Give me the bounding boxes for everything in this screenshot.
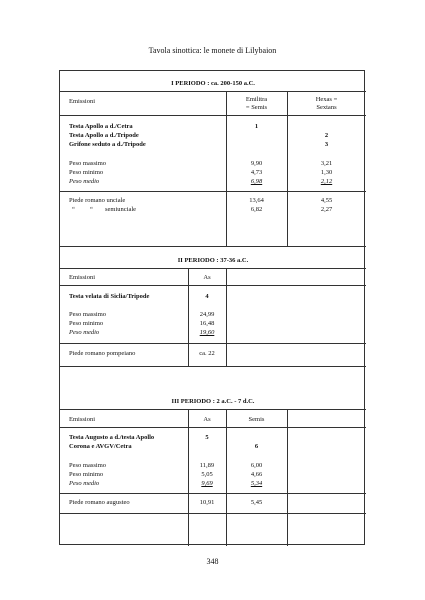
- peso-massimo-value: 6,00: [250, 462, 263, 469]
- peso-minimo-value: 4,73: [250, 169, 263, 176]
- ditto-mark: “: [72, 206, 75, 213]
- peso-massimo-label: Peso massimo: [69, 462, 107, 469]
- peso-minimo-label: Peso minimo: [69, 169, 104, 176]
- piede-value: 5,45: [250, 499, 263, 506]
- peso-massimo-value: 24,99: [199, 311, 215, 318]
- synoptic-table: [59, 70, 365, 545]
- piede-value: 2,27: [320, 206, 333, 213]
- column-divider: [287, 409, 288, 546]
- peso-medio-value: 6,98: [250, 178, 263, 185]
- peso-medio-value: 2,12: [320, 178, 333, 185]
- piede-label: Piede romano pompeiano: [69, 350, 136, 357]
- emission-label: Corona e AVGV/Cetra: [69, 443, 132, 450]
- divider: [60, 366, 366, 367]
- peso-minimo-label: Peso minimo: [69, 471, 104, 478]
- divider: [60, 513, 366, 514]
- period1-header: I PERIODO : ca. 200-150 a.C.: [171, 80, 255, 87]
- peso-medio-value: 9,69: [201, 480, 213, 487]
- divider: [60, 246, 366, 247]
- piede-value: 13,64: [249, 197, 264, 204]
- ditto-mark: “: [90, 206, 93, 213]
- divider: [60, 115, 366, 116]
- page-title: Tavola sinottica: le monete di Lilybaion: [148, 46, 277, 55]
- column-header-as: As: [203, 274, 211, 281]
- emission-label: Testa velata di Siclia/Tripode: [69, 293, 150, 300]
- peso-medio-value: 19,60: [199, 329, 215, 336]
- peso-massimo-label: Peso massimo: [69, 160, 107, 167]
- emission-label: Grifone seduto a d./Tripode: [69, 141, 146, 148]
- peso-minimo-value: 16,48: [199, 320, 215, 327]
- piede-value: 10,91: [199, 499, 215, 506]
- emission-label: Testa Apollo a d./Tripode: [69, 132, 139, 139]
- period3-header: III PERIODO : 2 a.C. - 7 d.C.: [171, 398, 255, 405]
- piede-value: 4,55: [320, 197, 333, 204]
- peso-massimo-value: 9,90: [250, 160, 263, 167]
- peso-minimo-label: Peso minimo: [69, 320, 104, 327]
- divider: [60, 285, 366, 286]
- peso-massimo-value: 11,89: [199, 462, 215, 469]
- column-header-semis: Semis: [248, 416, 265, 423]
- divider: [60, 427, 366, 428]
- piede-value: 6,82: [250, 206, 263, 213]
- divider: [60, 191, 366, 192]
- piede-value: ca. 22: [199, 350, 215, 357]
- peso-minimo-value: 5,05: [201, 471, 213, 478]
- piede-label: semiunciale: [105, 206, 137, 213]
- column-divider: [226, 268, 227, 366]
- emission-number: 6: [254, 443, 259, 450]
- peso-medio-value: 5,34: [250, 480, 263, 487]
- column-header-emilitra: Emilitra: [245, 96, 268, 103]
- column-header-emissioni: Emissioni: [69, 98, 96, 105]
- peso-massimo-label: Peso massimo: [69, 311, 107, 318]
- column-header-emissioni: Emissioni: [69, 416, 96, 423]
- emission-number: 4: [205, 293, 209, 300]
- emission-number: 2: [324, 132, 329, 139]
- peso-medio-label: Peso medio: [69, 480, 100, 487]
- period2-header: II PERIODO : 37-36 a.C.: [177, 257, 249, 264]
- column-header-hexas: Hexas =: [315, 96, 338, 103]
- peso-medio-label: Peso medio: [69, 329, 100, 336]
- column-header-sextans: Sextans: [316, 104, 337, 111]
- divider: [60, 343, 366, 344]
- emission-number: 1: [254, 123, 259, 130]
- divider: [60, 268, 366, 269]
- divider: [60, 409, 366, 410]
- peso-medio-label: Peso medio: [69, 178, 100, 185]
- emission-number: 3: [324, 141, 329, 148]
- divider: [60, 493, 366, 494]
- column-header-emissioni: Emissioni: [69, 274, 96, 281]
- column-header-as: As: [203, 416, 211, 423]
- piede-label: Piede romano unciale: [69, 197, 126, 204]
- emission-label: Testa Augusto a d./testa Apollo: [69, 434, 155, 441]
- emission-number: 5: [205, 434, 209, 441]
- peso-minimo-value: 1,30: [320, 169, 333, 176]
- peso-massimo-value: 3,21: [320, 160, 333, 167]
- column-header-semis: = Semis: [245, 104, 268, 111]
- divider: [60, 91, 366, 92]
- piede-label: Piede romano augusteo: [69, 499, 130, 506]
- page-number: 348: [206, 557, 219, 566]
- emission-label: Testa Apollo a d./Cetra: [69, 123, 133, 130]
- peso-minimo-value: 4,66: [250, 471, 263, 478]
